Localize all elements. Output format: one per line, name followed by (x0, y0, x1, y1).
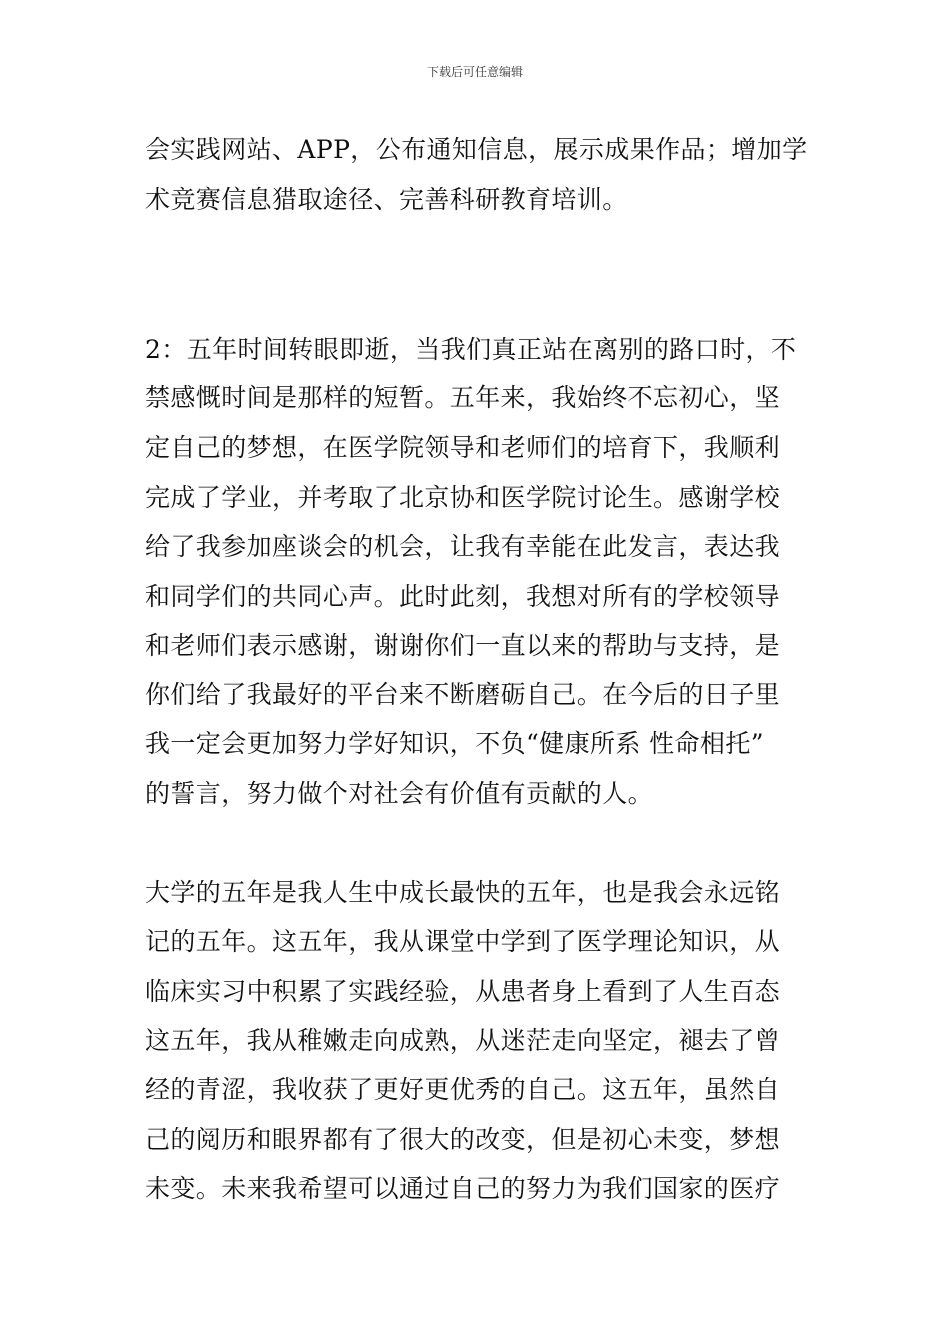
page-header: 下载后可任意编辑 (426, 65, 523, 79)
paragraph-2-line-10: 的誓言，努力做个对社会有价值有贡献的人。 (145, 779, 654, 808)
paragraph-3-line-3: 临床实习中积累了实践经验，从患者身上看到了人生百态 (145, 977, 781, 1006)
paragraph-2-line-1: 2：五年时间转眼即逝，当我们真正站在离别的路口时，不 (145, 335, 797, 364)
paragraph-3-line-5: 经的青涩，我收获了更好更优秀的自己。这五年，虽然自 (145, 1075, 781, 1104)
paragraph-2-line-3: 定自己的梦想，在医学院领导和老师们的培育下，我顺利 (145, 433, 781, 462)
paragraph-3-line-6: 己的阅历和眼界都有了很大的改变，但是初心未变，梦想 (145, 1125, 781, 1154)
paragraph-3-line-4: 这五年，我从稚嫩走向成熟，从迷茫走向坚定，褪去了曾 (145, 1026, 781, 1055)
paragraph-3-line-2: 记的五年。这五年，我从课堂中学到了医学理论知识，从 (145, 927, 781, 956)
paragraph-2-line-7: 和老师们表示感谢，谢谢你们一直以来的帮助与支持，是 (145, 631, 781, 660)
paragraph-2-line-2: 禁感慨时间是那样的短暂。五年来，我始终不忘初心，坚 (145, 383, 781, 412)
paragraph-3-line-1: 大学的五年是我人生中成长最快的五年，也是我会永远铭 (145, 878, 781, 907)
paragraph-2-line-4: 完成了学业，并考取了北京协和医学院讨论生。感谢学校 (145, 483, 781, 512)
paragraph-2-line-8: 你们给了我最好的平台来不断磨砺自己。在今后的日子里 (145, 680, 781, 709)
paragraph-1-line-1: 会实践网站、APP，公布通知信息，展示成果作品；增加学 (145, 135, 808, 164)
paragraph-1-line-2: 术竞赛信息猎取途径、完善科研教育培训。 (145, 185, 628, 214)
paragraph-2-line-6: 和同学们的共同心声。此时此刻，我想对所有的学校领导 (145, 582, 781, 611)
paragraph-2-line-9: 我一定会更加努力学好知识，不负“健康所系 性命相托” (145, 729, 764, 758)
paragraph-2-line-5: 给了我参加座谈会的机会，让我有幸能在此发言，表达我 (145, 532, 781, 561)
paragraph-3-line-7: 未变。未来我希望可以通过自己的努力为我们国家的医疗 (145, 1174, 781, 1203)
